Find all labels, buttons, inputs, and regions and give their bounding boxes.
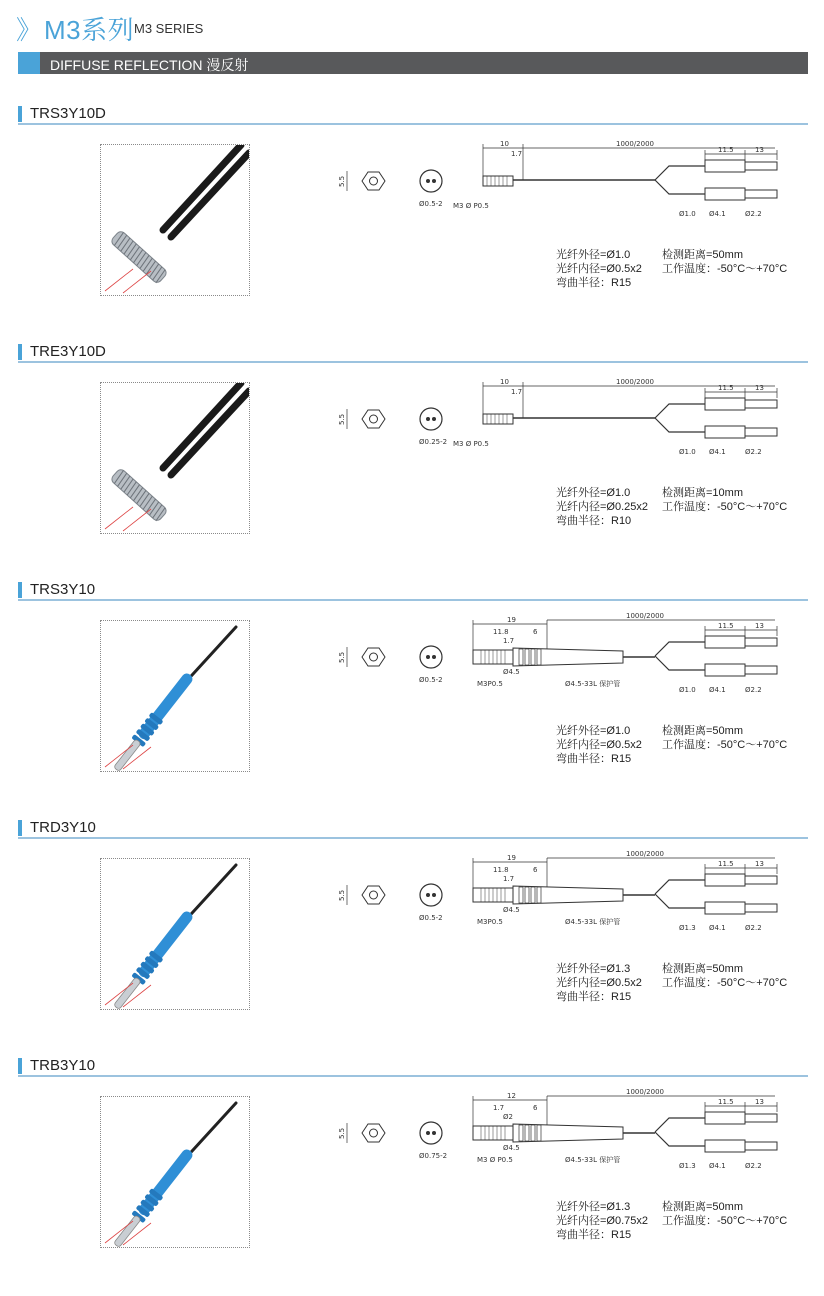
sleeve-diameter-label: Ø4.1	[709, 686, 726, 694]
fiber-inner-diameter: 光纤内径=Ø0.25x2	[556, 501, 649, 513]
sleeved-probe	[110, 908, 196, 1009]
page-header	[0, 0, 824, 50]
dimension-drawing	[335, 136, 790, 226]
tip-view	[420, 884, 442, 906]
page-subtitle: M3 SERIES	[134, 21, 204, 36]
fiber-inner-diameter: 光纤内径=Ø0.5x2	[556, 977, 642, 989]
detection-distance: 检测距离=50mm	[662, 1201, 743, 1213]
segment-1-label: 11.5	[718, 1098, 734, 1106]
segment-1-label: 11.5	[718, 384, 734, 392]
detection-distance: 检测距离=50mm	[662, 725, 743, 737]
pin-diameter-label: Ø2.2	[745, 924, 762, 932]
product-photo	[100, 1096, 250, 1248]
beam-arrow-right	[123, 271, 151, 293]
beam-arrow-left	[105, 507, 133, 529]
sleeve-spec-label: Ø4.5-33L 保护管	[565, 680, 621, 688]
model-name: TRB3Y10	[30, 1057, 96, 1074]
product-photo	[100, 620, 250, 772]
head-length-label: 10	[500, 378, 509, 386]
model-name: TRS3Y10	[30, 581, 96, 598]
body-diameter-label: Ø4.5	[503, 668, 520, 676]
beam-arrow-right	[123, 509, 151, 531]
connector-pin-2	[745, 428, 777, 436]
cable-length-label: 1000/2000	[626, 1088, 664, 1096]
header-chevron-icon: 》	[16, 15, 43, 45]
thread-spec-label: M3 Ø P0.5	[453, 440, 489, 448]
segment-1-label: 11.5	[718, 146, 734, 154]
fiber-branch-bottom	[655, 180, 705, 194]
spec-block	[556, 1200, 816, 1248]
section-divider	[18, 837, 808, 839]
body-diameter-label: Ø4.5	[503, 1144, 520, 1152]
detection-distance: 检测距离=50mm	[662, 963, 743, 975]
operating-temperature: 工作温度：-50°C～+70°C	[662, 263, 788, 275]
thread-spec-label: M3 Ø P0.5	[477, 1156, 513, 1164]
fiber-branch-top	[655, 1118, 705, 1132]
segment-2-label: 13	[755, 860, 764, 868]
operating-temperature: 工作温度：-50°C～+70°C	[662, 501, 788, 513]
cable-right	[171, 391, 249, 475]
connector-sleeve-2	[705, 664, 745, 676]
dimension-drawing	[335, 612, 790, 702]
thread-dim-label: 11.8	[493, 866, 509, 874]
thread-dim-label: 1.7	[511, 388, 523, 396]
probe-body	[483, 176, 513, 186]
fiber-outer-diameter: 光纤外径=Ø1.0	[556, 249, 631, 261]
product-section-trd3y10	[0, 820, 824, 1058]
segment-0-label: 6	[533, 866, 538, 874]
connector-sleeve-1	[705, 636, 745, 648]
connector-pin-1	[745, 1114, 777, 1122]
section-divider	[18, 1075, 808, 1077]
head-length-label: 19	[507, 616, 516, 624]
fiber-branch-top	[655, 880, 705, 894]
cable-length-label: 1000/2000	[626, 612, 664, 620]
pin-diameter-label: Ø2.2	[745, 686, 762, 694]
head-length-label: 12	[507, 1092, 516, 1100]
product-section-trb3y10	[0, 1058, 824, 1296]
head-length-label: 19	[507, 854, 516, 862]
tip-view	[420, 646, 442, 668]
segment-2-label: 13	[755, 1098, 764, 1106]
segment-2-label: 13	[755, 384, 764, 392]
product-section-trs3y10	[0, 582, 824, 820]
tip-diameter-label: Ø0.25-2	[419, 438, 448, 446]
hex-size-label: 5.5	[338, 175, 346, 187]
fiber-branch-top	[655, 166, 705, 180]
bend-radius: 弯曲半径：R15	[556, 753, 632, 765]
detection-distance: 检测距离=50mm	[662, 249, 743, 261]
connector-sleeve-2	[705, 902, 745, 914]
sleeve-diameter-label: Ø4.1	[709, 210, 726, 218]
fiber-branch-bottom	[655, 656, 705, 670]
connector-pin-1	[745, 162, 777, 170]
cable-left	[163, 383, 241, 468]
cable-length-label: 1000/2000	[616, 140, 654, 148]
connector-pin-1	[745, 638, 777, 646]
segment-2-label: 13	[755, 622, 764, 630]
fiber-diameter-label: Ø1.0	[679, 686, 696, 694]
protective-sleeve	[513, 1124, 623, 1142]
connector-pin-2	[745, 904, 777, 912]
connector-pin-1	[745, 876, 777, 884]
sleeve-diameter-label: Ø4.1	[709, 924, 726, 932]
tip-diameter-label: Ø0.5-2	[419, 200, 443, 208]
connector-pin-1	[745, 400, 777, 408]
fiber-branch-bottom	[655, 418, 705, 432]
bend-radius: 弯曲半径：R15	[556, 991, 632, 1003]
section-divider	[18, 123, 808, 125]
section-divider	[18, 361, 808, 363]
thread-dim-label: 11.8	[493, 628, 509, 636]
fiber-outer-diameter: 光纤外径=Ø1.0	[556, 725, 631, 737]
dimension-drawing	[335, 374, 790, 464]
section-divider	[18, 599, 808, 601]
product-photo	[100, 858, 250, 1010]
operating-temperature: 工作温度：-50°C～+70°C	[662, 739, 788, 751]
segment-1-label: 11.5	[718, 622, 734, 630]
threaded-probe	[110, 468, 168, 523]
spec-block	[556, 486, 816, 534]
dimension-drawing	[335, 1088, 790, 1178]
spec-block	[556, 724, 816, 772]
product-photo	[100, 382, 250, 534]
spec-block	[556, 248, 816, 296]
fiber-diameter-label: Ø1.0	[679, 448, 696, 456]
bend-radius: 弯曲半径：R15	[556, 277, 632, 289]
thread-spec-label: M3P0.5	[477, 680, 503, 688]
model-name: TRS3Y10D	[30, 105, 106, 122]
fiber-inner-diameter: 光纤内径=Ø0.5x2	[556, 739, 642, 751]
hex-nut-view	[362, 410, 385, 428]
sleeved-probe	[110, 1146, 196, 1247]
hex-size-label: 5.5	[338, 413, 346, 425]
detection-distance: 检测距离=10mm	[662, 487, 743, 499]
protective-sleeve	[513, 886, 623, 904]
cable-left	[163, 145, 241, 230]
hex-nut-view	[362, 886, 385, 904]
fiber-diameter-label: Ø1.0	[679, 210, 696, 218]
pin-diameter-label: Ø2.2	[745, 448, 762, 456]
section-marker	[18, 344, 22, 360]
spec-block	[556, 962, 816, 1010]
beam-arrow-left	[105, 269, 133, 291]
thread-dim-label: 1.7	[511, 150, 523, 158]
tip-diameter-label: Ø0.5-2	[419, 914, 443, 922]
sleeve-diameter-label: Ø4.1	[709, 1162, 726, 1170]
fiber-outer-diameter: 光纤外径=Ø1.3	[556, 963, 631, 975]
connector-sleeve-1	[705, 160, 745, 172]
hex-size-label: 5.5	[338, 651, 346, 663]
segment-2-label: 13	[755, 146, 764, 154]
fiber-outer-diameter: 光纤外径=Ø1.0	[556, 487, 631, 499]
thread-spec-label: M3 Ø P0.5	[453, 202, 489, 210]
cable-length-label: 1000/2000	[616, 378, 654, 386]
connector-pin-2	[745, 190, 777, 198]
section-marker	[18, 106, 22, 122]
pin-diameter-label: Ø2.2	[745, 210, 762, 218]
operating-temperature: 工作温度：-50°C～+70°C	[662, 977, 788, 989]
connector-sleeve-2	[705, 1140, 745, 1152]
band-accent	[18, 52, 40, 74]
operating-temperature: 工作温度：-50°C～+70°C	[662, 1215, 788, 1227]
sleeve-spec-label: Ø4.5-33L 保护管	[565, 918, 621, 926]
fiber-outer-diameter: 光纤外径=Ø1.3	[556, 1201, 631, 1213]
connector-sleeve-1	[705, 874, 745, 886]
connector-sleeve-2	[705, 188, 745, 200]
tip-diameter-label: Ø0.75-2	[419, 1152, 448, 1160]
tip-view	[420, 170, 442, 192]
segment-0-label: 6	[533, 1104, 538, 1112]
connector-pin-2	[745, 666, 777, 674]
fiber-branch-bottom	[655, 894, 705, 908]
hex-nut-view	[362, 648, 385, 666]
connector-pin-2	[745, 1142, 777, 1150]
section-marker	[18, 820, 22, 836]
fiber-inner-diameter: 光纤内径=Ø0.75x2	[556, 1215, 649, 1227]
head-length-label: 10	[500, 140, 509, 148]
model-name: TRE3Y10D	[30, 343, 106, 360]
product-section-trs3y10d	[0, 106, 824, 344]
hex-nut-view	[362, 172, 385, 190]
sleeved-probe	[110, 670, 196, 771]
fiber-inner-diameter: 光纤内径=Ø0.5x2	[556, 263, 642, 275]
cable-length-label: 1000/2000	[626, 850, 664, 858]
hex-size-label: 5.5	[338, 889, 346, 901]
connector-sleeve-1	[705, 1112, 745, 1124]
segment-1-label: 11.5	[718, 860, 734, 868]
thread-dim-label: 1.7	[493, 1104, 505, 1112]
thread-dim2-label: 1.7	[503, 875, 515, 883]
thread-dim2-label: 1.7	[503, 637, 515, 645]
category-band	[18, 52, 808, 74]
section-marker	[18, 1058, 22, 1074]
page-title: M3系列	[44, 15, 135, 45]
hex-nut-view	[362, 1124, 385, 1142]
sleeve-diameter-label: Ø4.1	[709, 448, 726, 456]
connector-sleeve-2	[705, 426, 745, 438]
tip-view	[420, 408, 442, 430]
bend-radius: 弯曲半径：R10	[556, 515, 632, 527]
body-diameter-label: Ø4.5	[503, 906, 520, 914]
category-label: DIFFUSE REFLECTION 漫反射	[50, 57, 249, 73]
tip-view	[420, 1122, 442, 1144]
model-name: TRD3Y10	[30, 819, 96, 836]
fiber-branch-top	[655, 642, 705, 656]
hex-size-label: 5.5	[338, 1127, 346, 1139]
threaded-probe	[110, 230, 168, 285]
fiber-diameter-label: Ø1.3	[679, 924, 696, 932]
fiber-branch-bottom	[655, 1132, 705, 1146]
thread-dim2-label: Ø2	[503, 1113, 513, 1121]
connector-sleeve-1	[705, 398, 745, 410]
bend-radius: 弯曲半径：R15	[556, 1229, 632, 1241]
probe-body	[483, 414, 513, 424]
dimension-drawing	[335, 850, 790, 940]
protective-sleeve	[513, 648, 623, 666]
cable-right	[171, 153, 249, 237]
tip-diameter-label: Ø0.5-2	[419, 676, 443, 684]
fiber-branch-top	[655, 404, 705, 418]
product-photo	[100, 144, 250, 296]
segment-0-label: 6	[533, 628, 538, 636]
section-marker	[18, 582, 22, 598]
thread-spec-label: M3P0.5	[477, 918, 503, 926]
sleeve-spec-label: Ø4.5-33L 保护管	[565, 1156, 621, 1164]
fiber-diameter-label: Ø1.3	[679, 1162, 696, 1170]
pin-diameter-label: Ø2.2	[745, 1162, 762, 1170]
product-section-tre3y10d	[0, 344, 824, 582]
